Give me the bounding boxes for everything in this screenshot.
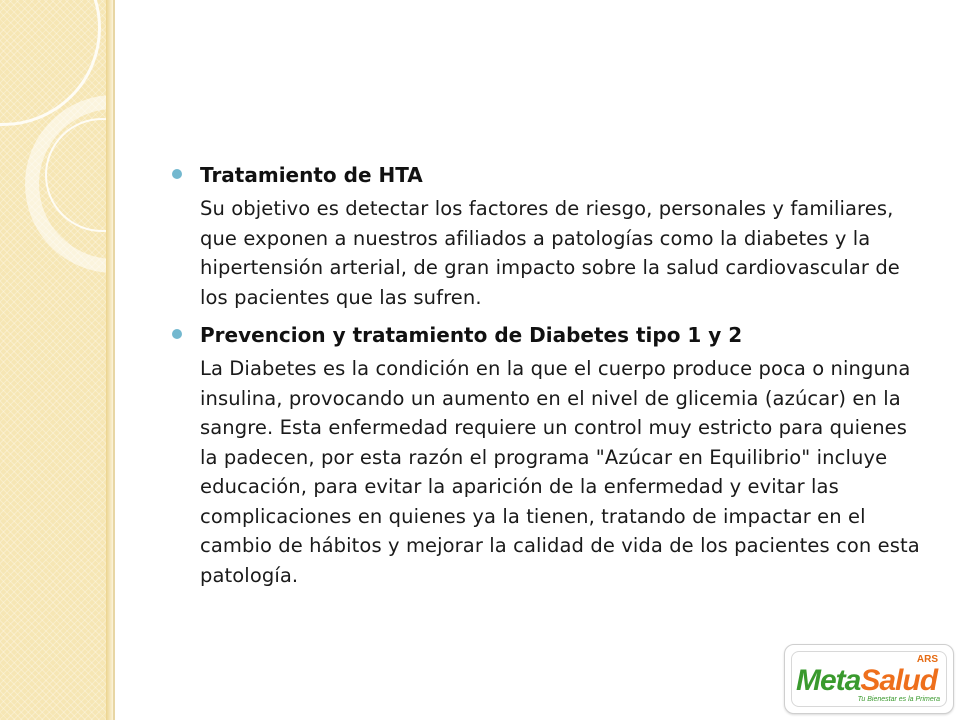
logo-suffix: ARS <box>916 654 938 665</box>
section-diabetes <box>170 318 930 352</box>
decorative-sidebar <box>0 0 106 720</box>
section-body: Su objetivo es detectar los factores de riesgo, personales y familiares, que exponen a nuestros afiliados a patologías como la diabetes y la hipertensión arterial, de gran impacto sobre la salud cardiovascular de los pacientes que las sufren. <box>200 197 900 309</box>
section-body: La Diabetes es la condición en la que el cuerpo produce poca o ninguna insulina, provocando un aumento en el nivel de glicemia (azúcar) en la sangre. Esta enfermedad requiere un control muy estricto para quienes la padecen, por esta razón el programa "Azúcar en Equilibrio" incluye educación, para evitar la aparición de la enfermedad y evitar las complicaciones en quienes ya la tienen, tratando de impactar en el cambio de hábitos y mejorar la calidad de vida de los pacientes con esta patología. <box>200 357 920 587</box>
logo-frame <box>791 651 947 707</box>
bullet-icon <box>172 169 182 179</box>
sidebar-edge-line <box>113 0 115 720</box>
section-hta <box>170 158 930 192</box>
metasalud-logo <box>784 644 954 714</box>
slide-content <box>170 158 930 594</box>
logo-wordmark <box>796 664 937 698</box>
sidebar-edge <box>106 0 113 720</box>
section-heading: Tratamiento de HTA <box>200 163 423 187</box>
section-heading: Prevencion y tratamiento de Diabetes tipo 1 y 2 <box>200 323 743 347</box>
logo-word-salud: Salud <box>860 664 938 697</box>
logo-word-meta: Meta <box>796 664 861 697</box>
bullet-icon <box>172 329 182 339</box>
logo-tagline: Tu Bienestar es la Primera <box>857 696 940 703</box>
